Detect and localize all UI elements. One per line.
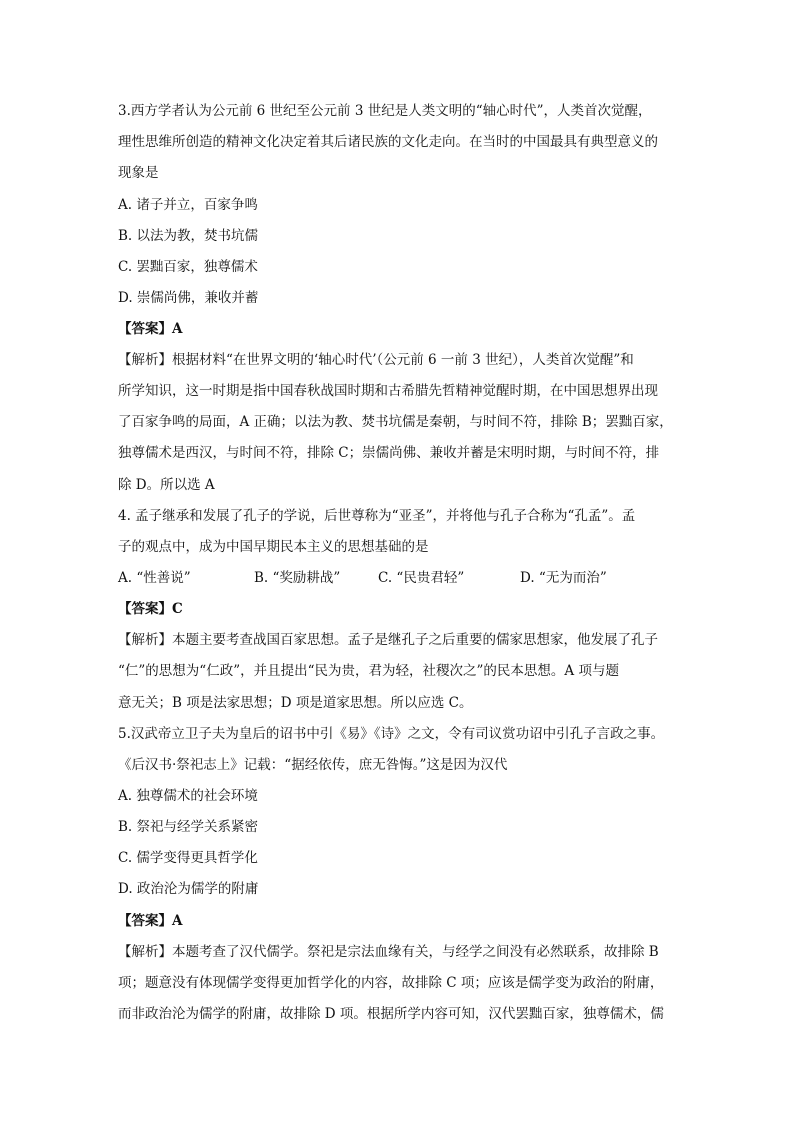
q3-analysis-line-1: 【解析】根据材料“在世界文明的‘轴心时代’（公元前 6 一前 3 世纪），人类首次觉醒”和 [118,352,634,368]
q3-analysis-line-2: 所学知识，这一时期是指中国春秋战国时期和古希腊先哲精神觉醒时期，在中国思想界出现 [118,383,658,399]
q4-stem-line-1: 4. 孟子继承和发展了孔子的学说，后世尊称为“亚圣”，并将他与孔子合称为“孔孟”。孟 [118,508,636,524]
q4-stem-line-2: 子的观点中，成为中国早期民本主义的思想基础的是 [118,539,429,555]
q4-analysis-line-3: 意无关；B 项是法家思想；D 项是道家思想。所以应选 C。 [118,695,473,711]
q3-analysis-line-4: 独尊儒术是西汉，与时间不符，排除 C；崇儒尚佛、兼收并蓄是宋明时期，与时间不符，排 [118,445,660,461]
q5-option-a: A. 独尊儒术的社会环境 [118,788,258,804]
q3-analysis-line-3: 了百家争鸣的局面，A 正确；以法为教、焚书坑儒是秦朝，与时间不符，排除 B；罢黜百家， [118,414,673,430]
q5-stem-line-1: 5.汉武帝立卫子夫为皇后的诏书中引《易》《诗》之文，令有司议赏功诏中引孔子言政之事。 [118,726,665,742]
q4-answer: 【答案】C [118,601,183,617]
q3-stem-line-3: 现象是 [118,165,159,181]
q3-option-c: C. 罢黜百家，独尊儒术 [118,259,258,275]
q3-stem-line-1: 3.西方学者认为公元前 6 世纪至公元前 3 世纪是人类文明的“轴心时代”，人类首次觉醒， [118,103,652,119]
q3-option-a: A. 诸子并立，百家争鸣 [118,197,258,213]
q5-analysis-line-1: 【解析】本题考查了汉代儒学。祭祀是宗法血缘有关，与经学之间没有必然联系，故排除 B [118,944,659,960]
q4-option-b: B. “奖励耕战” [254,570,341,586]
q5-analysis-line-2: 项；题意没有体现儒学变得更加哲学化的内容，故排除 C 项；应该是儒学变为政治的附庸， [118,975,664,991]
q3-analysis-line-5: 除 D。所以选 A [118,477,215,493]
q4-option-d: D. “无为而治” [520,570,607,586]
q4-option-a: A. “性善说” [118,570,191,586]
q5-answer: 【答案】A [118,913,183,929]
q3-answer: 【答案】A [118,321,183,337]
q4-options-row [118,569,607,587]
q3-option-b: B. 以法为教，焚书坑儒 [118,228,259,244]
q5-option-c: C. 儒学变得更具哲学化 [118,850,258,866]
q5-option-d: D. 政治沦为儒学的附庸 [118,881,259,897]
q3-option-d: D. 崇儒尚佛，兼收并蓄 [118,290,259,306]
q4-option-c: C. “民贵君轻” [378,570,465,586]
q4-analysis-line-2: “仁”的思想为“仁政”，并且提出“民为贵，君为轻，社稷次之”的民本思想。A 项与题 [118,663,619,679]
q4-analysis-line-1: 【解析】本题主要考查战国百家思想。孟子是继孔子之后重要的儒家思想家，他发展了孔子 [118,632,658,648]
q5-analysis-line-3: 而非政治沦为儒学的附庸，故排除 D 项。根据所学内容可知，汉代罢黜百家，独尊儒术，儒 [118,1006,664,1022]
q5-option-b: B. 祭祀与经学关系紧密 [118,819,259,835]
q3-stem-line-2: 理性思维所创造的精神文化决定着其后诸民族的文化走向。在当时的中国最具有典型意义的 [118,134,658,150]
q5-stem-line-2: 《后汉书·祭祀志上》记载：“据经依传，庶无咎悔。”这是因为汉代 [118,757,508,773]
